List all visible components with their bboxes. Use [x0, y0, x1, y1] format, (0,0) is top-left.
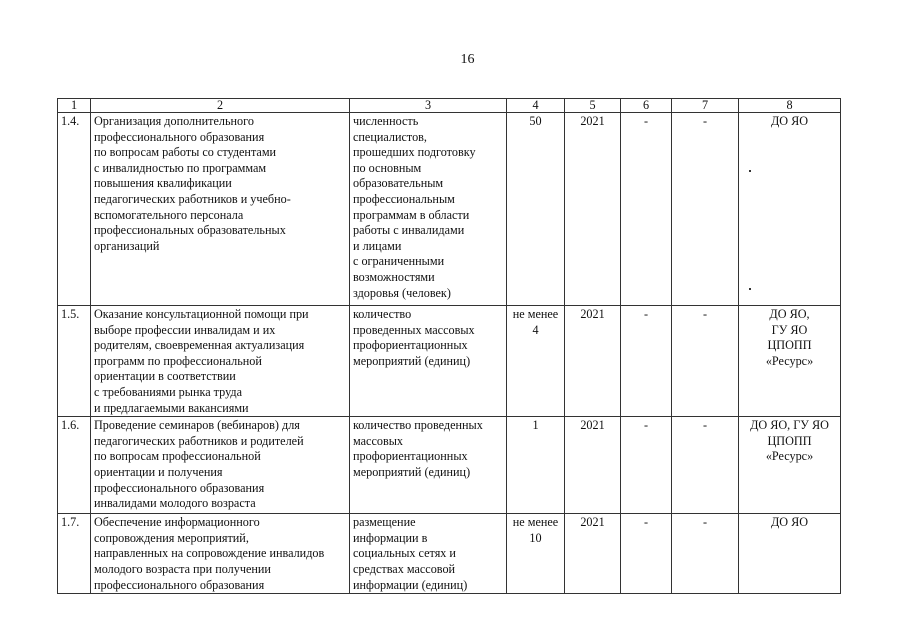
column-header: 3	[350, 99, 507, 113]
year-cell: 2021	[565, 514, 621, 594]
table-header-row	[58, 99, 841, 113]
page-number: 16	[460, 52, 475, 67]
year-cell: 2021	[565, 417, 621, 514]
activity-cell: Оказание консультационной помощи при выборе профессии инвалидам и их родителям, своевременная актуализация программ по профессиональной ориентации в соответствии с требованиями рынка труда и предлагаемыми вакансиями	[91, 306, 350, 417]
column-header: 4	[507, 99, 565, 113]
activity-cell: Обеспечение информационного сопровождения мероприятий, направленных на сопровождение инвалидов молодого возраста при получении профессионального образования	[91, 514, 350, 594]
responsible-cell: ДО ЯО, ГУ ЯО ЦПОПП «Ресурс»	[739, 417, 841, 514]
col7-cell: -	[672, 113, 739, 306]
responsible-cell: ДО ЯО, ГУ ЯО ЦПОПП «Ресурс»	[739, 306, 841, 417]
plan-table	[57, 98, 841, 594]
activity-cell: Проведение семинаров (вебинаров) для педагогических работников и родителей по вопросам профессиональной ориентации и получения профессионального образования инвалидами молодого возраста	[91, 417, 350, 514]
col6-cell: -	[621, 306, 672, 417]
column-header: 1	[58, 99, 91, 113]
row-number: 1.5.	[58, 306, 91, 417]
column-header: 6	[621, 99, 672, 113]
row-number: 1.4.	[58, 113, 91, 306]
indicator-cell: размещение информации в социальных сетях и средствах массовой информации (единиц)	[350, 514, 507, 594]
indicator-cell: количество проведенных массовых профориентационных мероприятий (единиц)	[350, 306, 507, 417]
column-header: 8	[739, 99, 841, 113]
scan-speck	[749, 288, 751, 290]
value-cell: 1	[507, 417, 565, 514]
column-header: 5	[565, 99, 621, 113]
col6-cell: -	[621, 514, 672, 594]
scan-speck	[749, 170, 751, 172]
col7-cell: -	[672, 514, 739, 594]
row-number: 1.7.	[58, 514, 91, 594]
responsible-cell: ДО ЯО	[739, 514, 841, 594]
value-cell: не менее 10	[507, 514, 565, 594]
value-cell: 50	[507, 113, 565, 306]
table-row	[58, 417, 841, 514]
col6-cell: -	[621, 113, 672, 306]
col6-cell: -	[621, 417, 672, 514]
year-cell: 2021	[565, 113, 621, 306]
column-header: 2	[91, 99, 350, 113]
indicator-cell: количество проведенных массовых профориентационных мероприятий (единиц)	[350, 417, 507, 514]
row-number: 1.6.	[58, 417, 91, 514]
year-cell: 2021	[565, 306, 621, 417]
value-cell: не менее 4	[507, 306, 565, 417]
col7-cell: -	[672, 306, 739, 417]
activity-cell: Организация дополнительного профессионального образования по вопросам работы со студентами с инвалидностью по программам повышения квалификации педагогических работников и учебно- вспомогательного персонала профессиональных образовательных организаций	[91, 113, 350, 306]
col7-cell: -	[672, 417, 739, 514]
table-row	[58, 113, 841, 306]
table-row	[58, 514, 841, 594]
table-row	[58, 306, 841, 417]
indicator-cell: численность специалистов, прошедших подготовку по основным образовательным профессиональным программам в области работы с инвалидами и лицами с ограниченными возможностями здоровья (человек)	[350, 113, 507, 306]
responsible-cell: ДО ЯО	[739, 113, 841, 306]
column-header: 7	[672, 99, 739, 113]
